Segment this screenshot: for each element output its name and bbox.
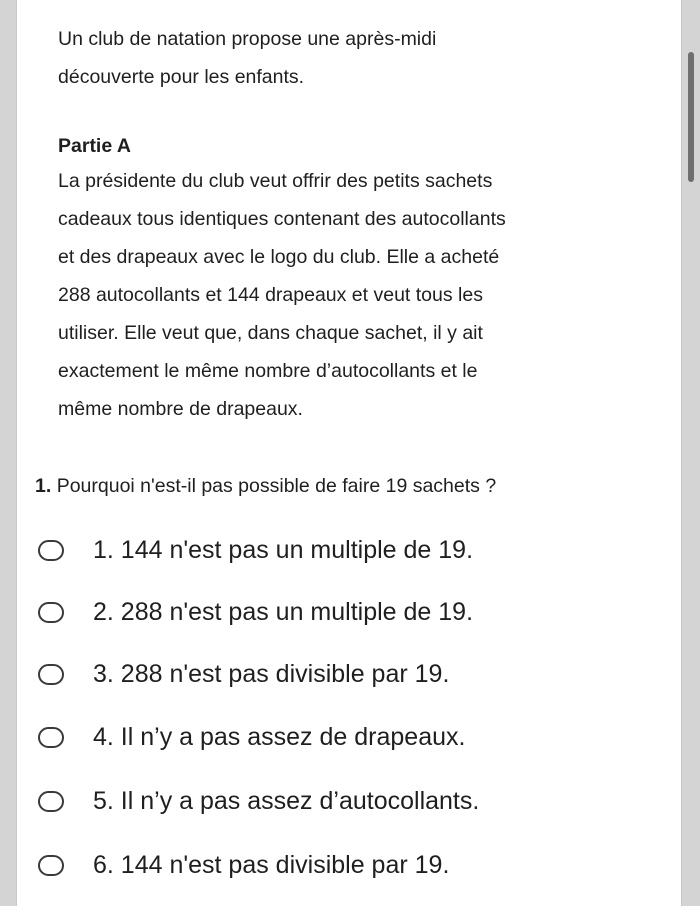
part-body-line: La présidente du club veut offrir des petits sachets: [58, 170, 493, 192]
part-body-line: exactement le même nombre d’autocollants et le: [58, 360, 478, 382]
part-body-line: même nombre de drapeaux.: [58, 398, 303, 420]
radio-button-icon[interactable]: [38, 602, 64, 623]
radio-button-icon[interactable]: [38, 664, 64, 685]
radio-button-icon[interactable]: [38, 855, 64, 876]
answer-option-4[interactable]: [38, 717, 465, 757]
intro-text: [58, 20, 658, 96]
answer-option-2[interactable]: [38, 592, 473, 632]
radio-button-icon[interactable]: [38, 540, 64, 561]
answer-option-5[interactable]: [38, 781, 479, 821]
intro-line: découverte pour les enfants.: [58, 66, 305, 88]
answer-option-label: 4. Il n’y a pas assez de drapeaux.: [93, 722, 466, 751]
answer-option-label: 1. 144 n'est pas un multiple de 19.: [93, 535, 474, 564]
part-body-line: utiliser. Elle veut que, dans chaque sachet, il y ait: [58, 322, 483, 344]
intro-line: Un club de natation propose une après-midi: [58, 28, 437, 50]
question-prompt: [35, 468, 655, 504]
answer-option-label: 6. 144 n'est pas divisible par 19.: [93, 850, 450, 879]
question-text: Pourquoi n'est-il pas possible de faire 19 sachets ?: [56, 475, 497, 497]
part-body-line: 288 autocollants et 144 drapeaux et veut tous les: [58, 284, 483, 306]
radio-button-icon[interactable]: [38, 791, 64, 812]
question-number: 1.: [35, 475, 52, 497]
answer-option-label: 2. 288 n'est pas un multiple de 19.: [93, 597, 474, 626]
answer-option-1[interactable]: [38, 530, 473, 570]
answer-option-3[interactable]: [38, 654, 449, 694]
part-body: [58, 162, 664, 428]
scrollbar-thumb[interactable]: [688, 52, 694, 182]
radio-button-icon[interactable]: [38, 727, 64, 748]
part-body-line: et des drapeaux avec le logo du club. Elle a acheté: [58, 246, 500, 268]
answer-option-6[interactable]: [38, 845, 449, 885]
answer-option-label: 5. Il n’y a pas assez d’autocollants.: [93, 786, 480, 815]
part-body-line: cadeaux tous identiques contenant des autocollants: [58, 208, 506, 230]
answer-option-label: 3. 288 n'est pas divisible par 19.: [93, 659, 450, 688]
part-title: Partie A: [58, 135, 131, 157]
